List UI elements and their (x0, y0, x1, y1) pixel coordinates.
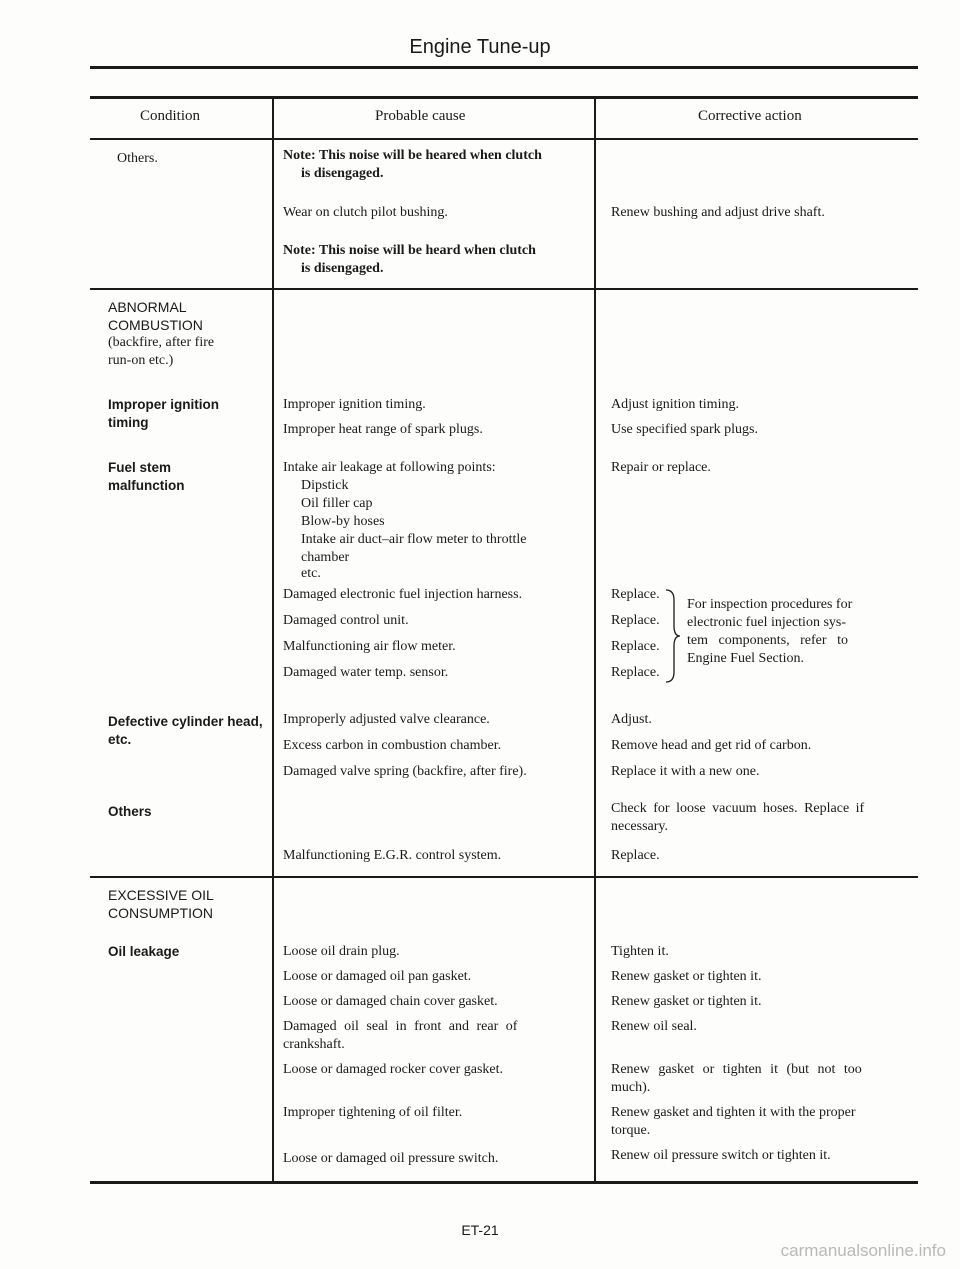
condition-others-2: Others (108, 804, 152, 819)
table-top-rule (90, 96, 918, 99)
cause-injection-harness: Damaged electronic fuel injection harness. (283, 587, 523, 602)
action-renew-gasket-2: Renew gasket or tighten it. (611, 994, 762, 1009)
point-blow-by: Blow-by hoses (301, 514, 385, 529)
cause-heat-range: Improper heat range of spark plugs. (283, 422, 483, 437)
cause-air-flow-meter: Malfunctioning air flow meter. (283, 639, 456, 654)
action-repair-replace: Repair or replace. (611, 460, 711, 475)
column-divider-2 (594, 96, 596, 1183)
filter-line-2: torque. (611, 1123, 651, 1138)
brace-icon (664, 586, 684, 686)
cause-water-temp: Damaged water temp. sensor. (283, 665, 449, 680)
section-abnormal-combustion (108, 298, 214, 370)
excessive-title-1: EXCESSIVE OIL (108, 887, 214, 903)
cyl-cond-2: etc. (108, 732, 132, 747)
abnormal-title-1: ABNORMAL (108, 299, 187, 315)
note-2-line-2: is disengaged. (301, 261, 384, 276)
action-adjust: Adjust. (611, 712, 652, 727)
section-rule-excessive (90, 876, 918, 878)
point-etc: etc. (301, 566, 321, 581)
action-replace-new: Replace it with a new one. (611, 764, 760, 779)
ref-line-3: tem components, refer to (687, 633, 848, 648)
action-spark-plugs: Use specified spark plugs. (611, 422, 758, 437)
ignition-cond-2: timing (108, 415, 149, 430)
cause-excess-carbon: Excess carbon in combustion chamber. (283, 738, 502, 753)
action-renew-gasket-1: Renew gasket or tighten it. (611, 969, 762, 984)
action-replace-egr: Replace. (611, 848, 660, 863)
filter-line-1: Renew gasket and tighten it with the proper (611, 1105, 856, 1120)
cause-control-unit: Damaged control unit. (283, 613, 409, 628)
column-divider-1 (272, 96, 274, 1183)
cause-rocker-cover: Loose or damaged rocker cover gasket. (283, 1062, 504, 1077)
note-2 (283, 242, 536, 278)
action-renew-bushing: Renew bushing and adjust drive shaft. (611, 205, 825, 220)
cause-pilot-bushing: Wear on clutch pilot bushing. (283, 205, 448, 220)
point-intake-duct: Intake air duct–air flow meter to throttle (301, 532, 527, 547)
action-remove-head: Remove head and get rid of carbon. (611, 738, 812, 753)
action-pressure-switch: Renew oil pressure switch or tighten it. (611, 1148, 831, 1163)
page-number: ET-21 (461, 1222, 499, 1238)
point-oil-filler-cap: Oil filler cap (301, 496, 373, 511)
action-fuel-reference (687, 596, 852, 668)
condition-fuel (108, 459, 185, 495)
ref-line-1: For inspection procedures for (687, 597, 853, 612)
action-replace-4: Replace. (611, 665, 660, 680)
note-1-line-2: is disengaged. (301, 166, 384, 181)
action-replace-2: Replace. (611, 613, 660, 628)
point-chamber: chamber (301, 550, 350, 565)
cause-valve-spring: Damaged valve spring (backfire, after fire). (283, 764, 527, 779)
note-2-line-1: Note: This noise will be heard when clutch (283, 243, 536, 258)
fuel-cond-1: Fuel stem (108, 460, 172, 475)
condition-oil-leakage: Oil leakage (108, 944, 180, 959)
vacuum-line-2: necessary. (611, 819, 669, 834)
point-dipstick: Dipstick (301, 478, 349, 493)
cause-pressure-switch: Loose or damaged oil pressure switch. (283, 1151, 499, 1166)
cause-intake-air-leakage (283, 459, 526, 581)
cause-oil-filter: Improper tightening of oil filter. (283, 1105, 463, 1120)
cause-egr: Malfunctioning E.G.R. control system. (283, 848, 502, 863)
cyl-cond-1: Defective cylinder head, (108, 714, 263, 729)
action-tighten: Tighten it. (611, 944, 669, 959)
oil-seal-line-1: Damaged oil seal in front and rear of (283, 1019, 518, 1034)
abnormal-sub-2: run-on etc.) (108, 353, 174, 368)
condition-ignition (108, 396, 219, 432)
cause-valve-clearance: Improperly adjusted valve clearance. (283, 712, 490, 727)
excessive-title-2: CONSUMPTION (108, 905, 213, 921)
abnormal-sub-1: (backfire, after fire (108, 335, 215, 350)
vacuum-line-1: Check for loose vacuum hoses. Replace if (611, 801, 865, 816)
cause-oil-seal (283, 1018, 517, 1054)
fuel-cond-2: malfunction (108, 478, 185, 493)
action-oil-filter (611, 1104, 856, 1140)
column-header-cause: Probable cause (375, 108, 466, 124)
ref-line-2: electronic fuel injection sys- (687, 615, 846, 630)
section-rule-abnormal (90, 288, 918, 290)
ref-line-4: Engine Fuel Section. (687, 651, 805, 666)
action-renew-oil-seal: Renew oil seal. (611, 1019, 697, 1034)
intake-intro: Intake air leakage at following points: (283, 460, 496, 475)
cause-oil-pan-gasket: Loose or damaged oil pan gasket. (283, 969, 472, 984)
abnormal-title-2: COMBUSTION (108, 317, 203, 333)
note-1-line-1: Note: This noise will be heared when clutch (283, 148, 542, 163)
title-rule (90, 66, 918, 69)
note-1 (283, 147, 542, 183)
cause-chain-cover: Loose or damaged chain cover gasket. (283, 994, 498, 1009)
cause-drain-plug: Loose oil drain plug. (283, 944, 400, 959)
table-bottom-rule (90, 1181, 918, 1184)
rocker-line-1: Renew gasket or tighten it (but not too (611, 1062, 862, 1077)
action-replace-3: Replace. (611, 639, 660, 654)
cause-ignition-timing: Improper ignition timing. (283, 397, 426, 412)
action-rocker-gasket (611, 1061, 862, 1097)
header-rule (90, 138, 918, 140)
ignition-cond-1: Improper ignition (108, 397, 219, 412)
column-header-action: Corrective action (698, 108, 802, 124)
action-vacuum-hoses (611, 800, 864, 836)
watermark: carmanualsonline.info (780, 1241, 946, 1260)
page-title: Engine Tune-up (409, 36, 551, 58)
oil-seal-line-2: crankshaft. (283, 1037, 345, 1052)
section-excessive-oil (108, 886, 214, 922)
condition-others: Others. (117, 151, 158, 166)
action-replace-1: Replace. (611, 587, 660, 602)
rocker-line-2: much). (611, 1080, 651, 1095)
column-header-condition: Condition (140, 108, 201, 124)
condition-cylinder-head (108, 713, 263, 749)
action-adjust-timing: Adjust ignition timing. (611, 397, 739, 412)
